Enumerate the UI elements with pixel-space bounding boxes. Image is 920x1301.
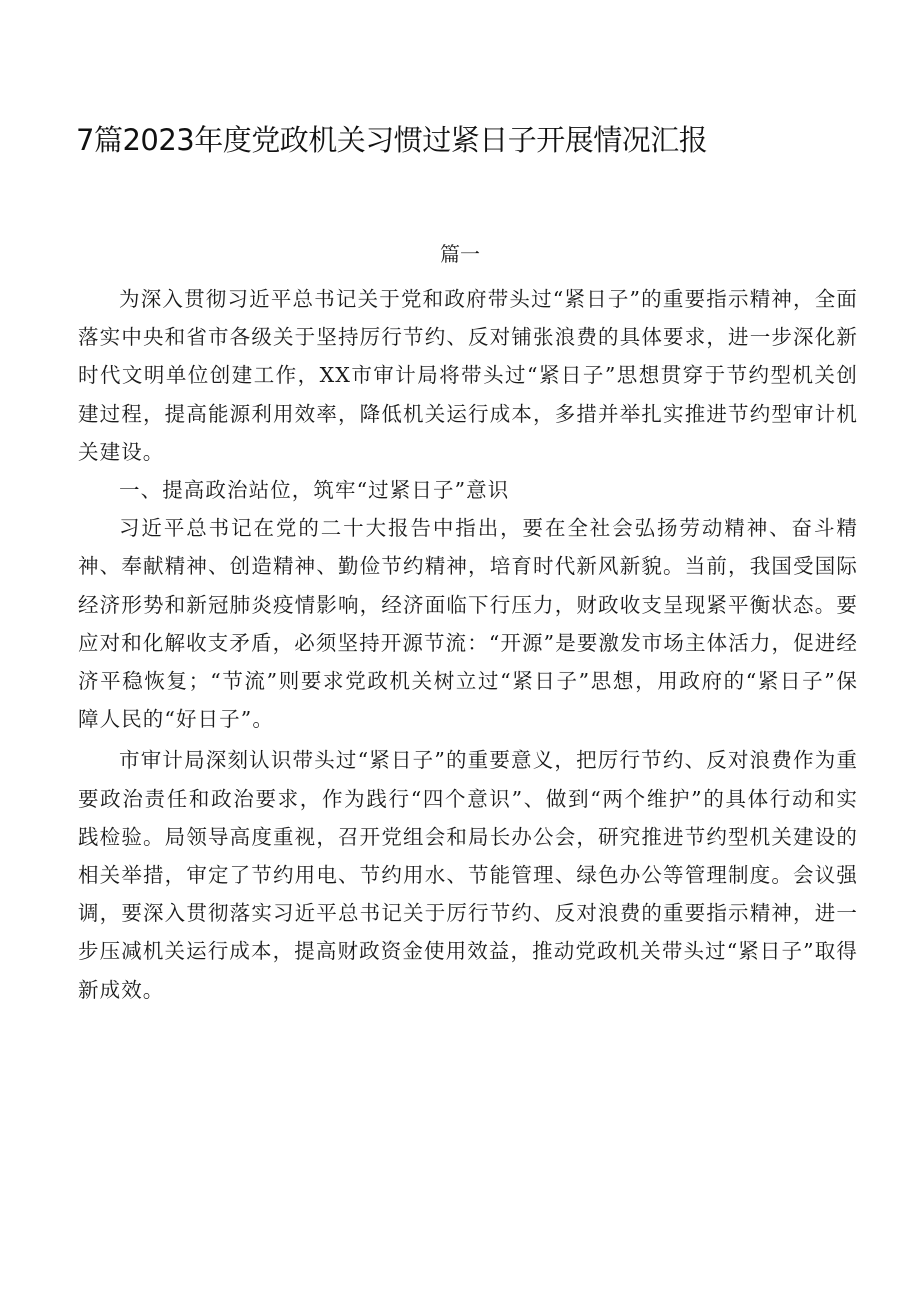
paragraph-intro: 为深入贯彻习近平总书记关于党和政府带头过“紧日子”的重要指示精神，全面落实中央和省市各级关于坚持厉行节约、反对铺张浪费的具体要求，进一步深化新时代文明单位创建工作，XX市审计局将带头过“紧日子”思想贯穿于节约型机关创建过程，提高能源利用效率，降低机关运行成本，多措并举扎实推进节约型审计机关建设。 xyxy=(78,287,858,464)
paragraph-3: 市审计局深刻认识带头过“紧日子”的重要意义，把厉行节约、反对浪费作为重要政治责任和政治要求，作为践行“四个意识”、做到“两个维护”的具体行动和实践检验。局领导高度重视，召开党组会和局长办公会，研究推进节约型机关建设的相关举措，审定了节约用电、节约用水、节能管理、绿色办公等管理制度。会议强调，要深入贯彻落实习近平总书记关于厉行节约、反对浪费的重要指示精神，进一步压减机关运行成本，提高财政资金使用效益，推动党政机关带头过“紧日子”取得新成效。 xyxy=(78,748,858,1002)
section-heading: 一、提高政治站位，筑牢“过紧日子”意识 xyxy=(119,478,510,503)
section-label: 篇一 xyxy=(440,242,480,266)
document-title: 7篇2023年度党政机关习惯过紧日子开展情况汇报 xyxy=(76,123,708,157)
paragraph-2: 习近平总书记在党的二十大报告中指出，要在全社会弘扬劳动精神、奋斗精神、奉献精神、创造精神、勤俭节约精神，培育时代新风新貌。当前，我国受国际经济形势和新冠肺炎疫情影响，经济面临下行压力，财政收支呈现紧平衡状态。要应对和化解收支矛盾，必须坚持开源节流：“开源”是要激发市场主体活力，促进经济平稳恢复；“节流”则要求党政机关树立过“紧日子”思想，用政府的“紧日子”保障人民的“好日子”。 xyxy=(78,516,858,732)
document-body xyxy=(78,280,858,1009)
